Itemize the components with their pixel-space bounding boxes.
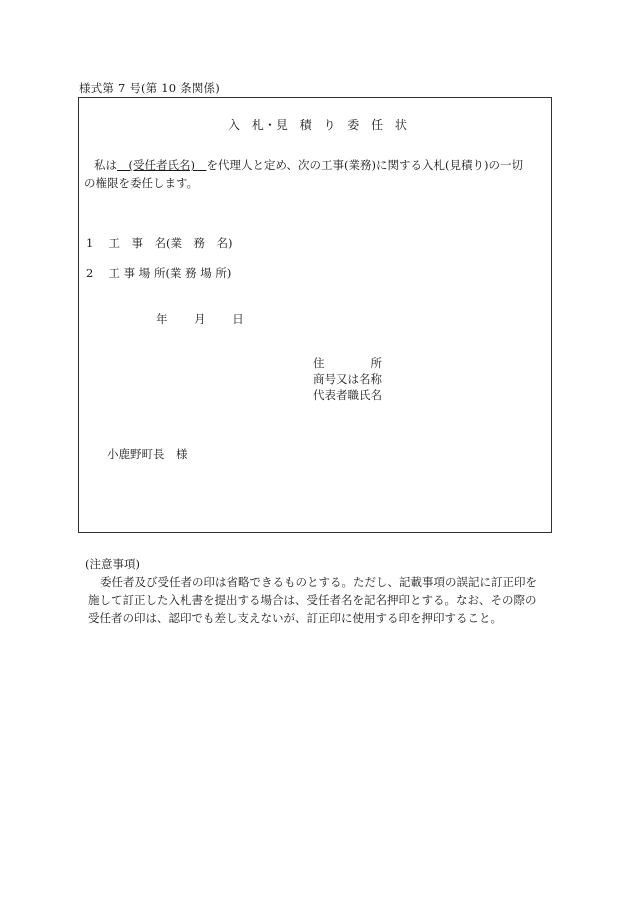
- note-line: 受任者の印は、認印でも差し支えないが、訂正印に使用する印を押印すること。: [88, 611, 502, 625]
- signature-trade-name-label: 商号又は名称: [313, 372, 382, 386]
- delegation-statement-line2: の権限を委任します。: [84, 176, 199, 190]
- notes-heading: (注意事項): [85, 557, 140, 571]
- signature-representative-label: 代表者職氏名: [313, 388, 382, 402]
- date-line: 年 月 日: [156, 312, 244, 326]
- delegation-statement-line1: [94, 157, 523, 173]
- item-project-location: 2 工 事 場 所(業 務 場 所): [86, 266, 232, 280]
- statement-suffix: を代理人と定め、次の工事(業務)に関する入札(見積り)の一切: [206, 158, 523, 172]
- item-project-name: 1 工 事 名(業 務 名): [86, 236, 233, 250]
- form-number: 様式第 7 号(第 10 条関係): [79, 81, 220, 95]
- note-line: 施して訂正した入札書を提出する場合は、受任者名を記名押印とする。なお、その際の: [88, 593, 537, 607]
- agent-name-field: (受任者氏名): [117, 158, 207, 172]
- document-title: 入 札・見 積 り 委 任 状: [228, 118, 407, 132]
- statement-prefix: 私は: [94, 158, 117, 172]
- note-line: 委任者及び受任者の印は省略できるものとする。ただし、記載事項の誤記に訂正印を: [100, 575, 537, 589]
- signature-address-label: 住 所: [313, 356, 382, 370]
- addressee: 小鹿野町長 様: [107, 447, 188, 461]
